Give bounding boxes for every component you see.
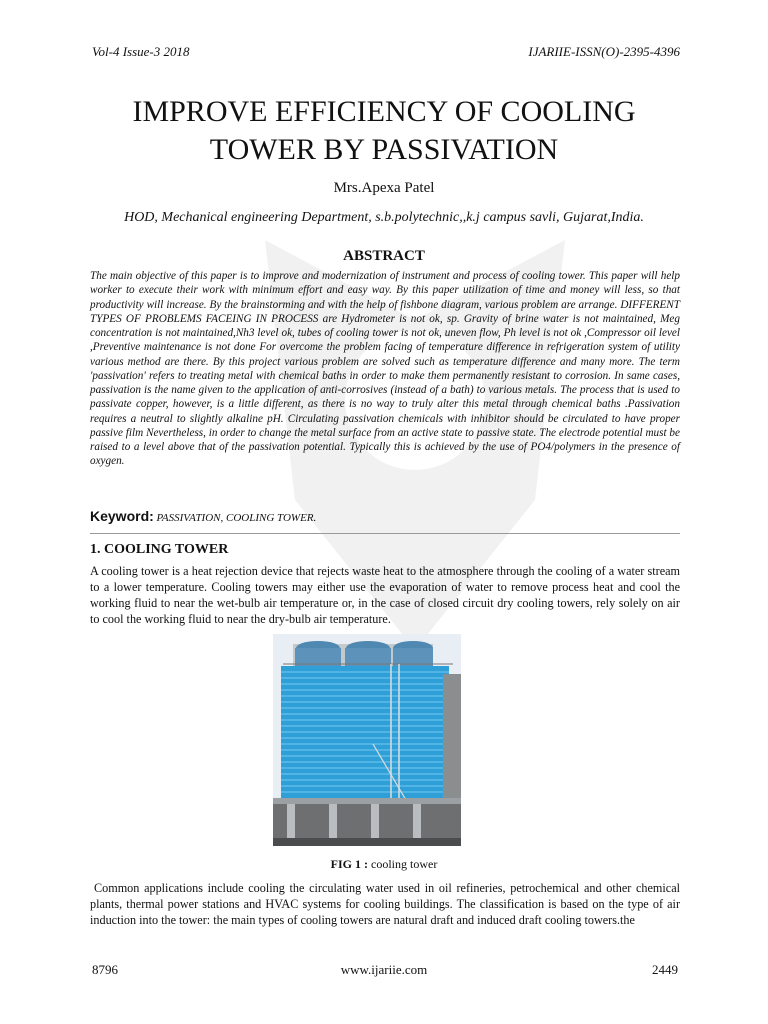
footer-page-number: 2449 [652,962,678,977]
section-paragraph-2: Common applications include cooling the circulating water used in oil refineries, petrochemical and other chemical plants, thermal power stations and HVAC systems for cooling buildings. The classification is based on the type of air induction into the tower: the main types of cooling towers are natural draft and induced draft cooling towers.the [90,881,680,927]
keywords-value: PASSIVATION, COOLING TOWER. [156,512,317,524]
section-paragraph-1: A cooling tower is a heat rejection device that rejects waste heat to the atmosphere through the cooling of a water stream to a lower temperature. Cooling towers may either use the evaporation of water to remove process heat and cool the working fluid to near the wet-bulb air temperature or, in the case of closed circuit dry cooling towers, rely solely on air to cool the working fluid to near the dry-bulb air temperature. [90,564,680,626]
abstract-text: The main objective of this paper is to improve and modernization of instrument and process of cooling tower. This paper will help worker to execute their work with minimum effort and easy way. By this paper utilization of time and money will less, so that productivity will increase. By the brainstorming and with the help of fishbone diagram, various problem are arrange. DIFFERENT TYPES OF PROBLEMS FACEING IN PROCESS are Hydrometer is not ok, sp. Gravity of brine water is not maintained, Meg concentration is not maintained,Nh3 level ok, tubes of cooling tower is not ok, uneven flow, Ph level is not ok ,Compressor oil level ,Preventive maintenance is not done For overcome the problem facing of temperature difference in refrigeration system of utility various method are there. By this project various problem are solved such as temperature difference and many more. The term 'passivation' refers to treating metal with chemical baths in order to make them permanently resistant to corrosion. In same cases, passivation is the name given to the application of anti-corrosives (instead of a bath) to various metals. The process that is used to passivate copper, however, is a little different, as there is no way to truly alter this metal through chemical baths .Passivation requires a neutral to slightly alkaline pH. Circulating passivation chemicals with inhibitor should be circulated to have proper passive film Nevertheless, in order to change the metal surface from an active state to passive state. The electrode potential must be raised to a level above that of the passivation potential. Typically this is achieved by the use of PO4/polymers in the presence of oxygen. [90,270,680,468]
title-line-2: TOWER BY PASSIVATION [209,133,559,166]
figure-caption [0,857,768,872]
keywords-label: Keyword: [90,508,154,524]
keywords [90,508,316,524]
journal-volume: Vol-4 Issue-3 2018 [92,44,190,59]
author-name: Mrs.Apexa Patel [333,180,435,196]
author-affiliation: HOD, Mechanical engineering Department, s.b.polytechnic,,k.j campus savli, Gujarat,India. [124,210,644,225]
section-divider [90,533,680,534]
title-line-1: IMPROVE EFFICIENCY OF COOLING [132,95,636,128]
figure-caption-text: cooling tower [371,857,438,871]
figure-separator: : [361,857,371,871]
abstract-heading: ABSTRACT [343,248,425,264]
footer-website: www.ijariie.com [340,962,428,977]
figure-label: FIG 1 [330,857,361,871]
footer-paper-id: 8796 [92,962,118,977]
paper-title [0,93,768,169]
cooling-tower-figure [273,634,461,846]
section-heading: 1. COOLING TOWER [90,542,229,557]
journal-issn: IJARIIE-ISSN(O)-2395-4396 [528,44,680,59]
